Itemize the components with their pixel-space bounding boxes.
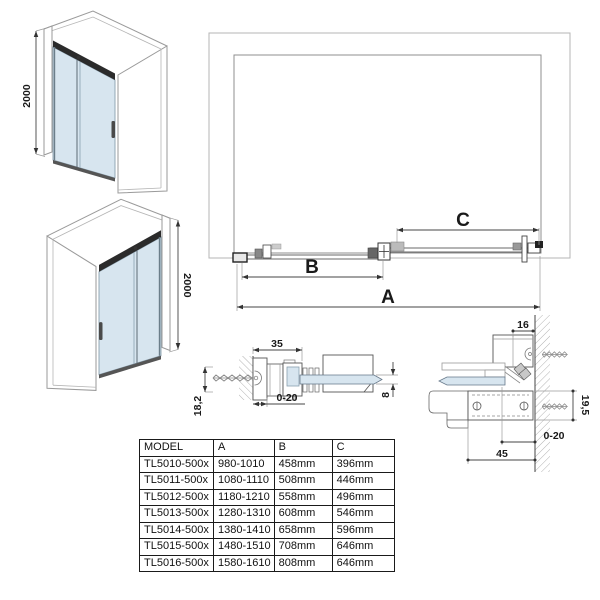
roller-carriage [255,249,262,258]
height-dim-label: 2000 [181,273,193,298]
plan-view [195,15,595,315]
section-detail-corner [420,303,600,483]
cell-b: 508mm [274,473,332,490]
table-row [140,473,395,490]
table-row [140,522,395,539]
dim-label-16: 16 [517,319,529,331]
cell-b: 458mm [274,456,332,473]
dim-label-adjust: 0-20 [276,392,298,404]
cell-b: 708mm [274,539,332,556]
dim-label-a: A [381,287,395,308]
table-row [140,506,395,523]
wall-strip [162,215,170,350]
roller [134,246,138,250]
dim-label-b: B [305,257,319,278]
cell-a: 1080-1110 [214,473,275,490]
dim-label-8: 8 [380,392,392,398]
cell-c: 446mm [332,473,394,490]
cell-model: TL5016-500x [140,555,214,572]
section-detail-wall-profile [190,318,425,443]
door-profile [442,363,505,370]
cell-a: 1180-1210 [214,489,275,506]
wall-hatch [535,315,550,472]
glass-panel-section [439,377,505,385]
cell-c: 646mm [332,555,394,572]
roller-carriage [263,245,271,258]
cell-model: TL5014-500x [140,522,214,539]
wall-outline-inner [234,55,541,253]
wall-strip [44,26,52,155]
cell-a: 980-1010 [214,456,275,473]
top-rim-inner [53,206,163,240]
table-row [140,489,395,506]
cell-model: TL5015-500x [140,539,214,556]
cell-c: 396mm [332,456,394,473]
cell-model: TL5011-500x [140,473,214,490]
door-handle [112,121,116,138]
top-rim-outer [44,11,167,46]
col-header-b: B [274,440,332,457]
door-handle [99,322,103,340]
dim-label-c: C [456,210,470,231]
table-row [140,456,395,473]
cell-c: 496mm [332,489,394,506]
iso-view-door-right [14,193,209,405]
col-header-model: MODEL [140,440,214,457]
table-row [140,555,395,572]
wall-profile [253,358,267,400]
cell-model: TL5013-500x [140,506,214,523]
top-rim-inner [51,17,161,49]
door-profile [323,355,373,392]
cell-a: 1380-1410 [214,522,275,539]
cell-c: 646mm [332,539,394,556]
cell-c: 546mm [332,506,394,523]
wall-outline-outer [209,33,570,258]
dim-label-adjust: 0-20 [543,430,565,442]
seal-profile [522,236,527,262]
wall-bracket-left [233,253,247,262]
iso-view-door-left [10,5,200,205]
cell-a: 1480-1510 [214,539,275,556]
cell-model: TL5012-500x [140,489,214,506]
cell-b: 808mm [274,555,332,572]
glass-panel-section [300,375,382,384]
table-header-row [140,440,395,457]
dim-label-35: 35 [271,338,283,350]
col-header-c: C [332,440,394,457]
cell-c: 596mm [332,522,394,539]
dim-label-182: 18,2 [192,395,204,417]
cell-a: 1580-1610 [214,555,275,572]
center-stopper [368,248,378,258]
wall-anchor [213,375,253,381]
cell-b: 558mm [274,489,332,506]
glass-panels [99,237,161,375]
roller-carriage [513,243,521,250]
roller [77,56,81,60]
model-spec-table [139,439,395,572]
cell-b: 658mm [274,522,332,539]
glass-panels [53,47,115,178]
height-dim-label: 2000 [21,84,33,108]
col-header-a: A [214,440,275,457]
table-row [140,539,395,556]
side-wall-panel [118,46,167,193]
cell-model: TL5010-500x [140,456,214,473]
dim-label-195: 19,5 [579,394,591,416]
cell-a: 1280-1310 [214,506,275,523]
top-rim-outer [47,199,170,236]
fixed-glass-section [287,367,299,386]
support-arm [429,391,468,420]
side-wall-panel [47,236,96,390]
cell-b: 608mm [274,506,332,523]
dim-label-45: 45 [496,448,508,460]
